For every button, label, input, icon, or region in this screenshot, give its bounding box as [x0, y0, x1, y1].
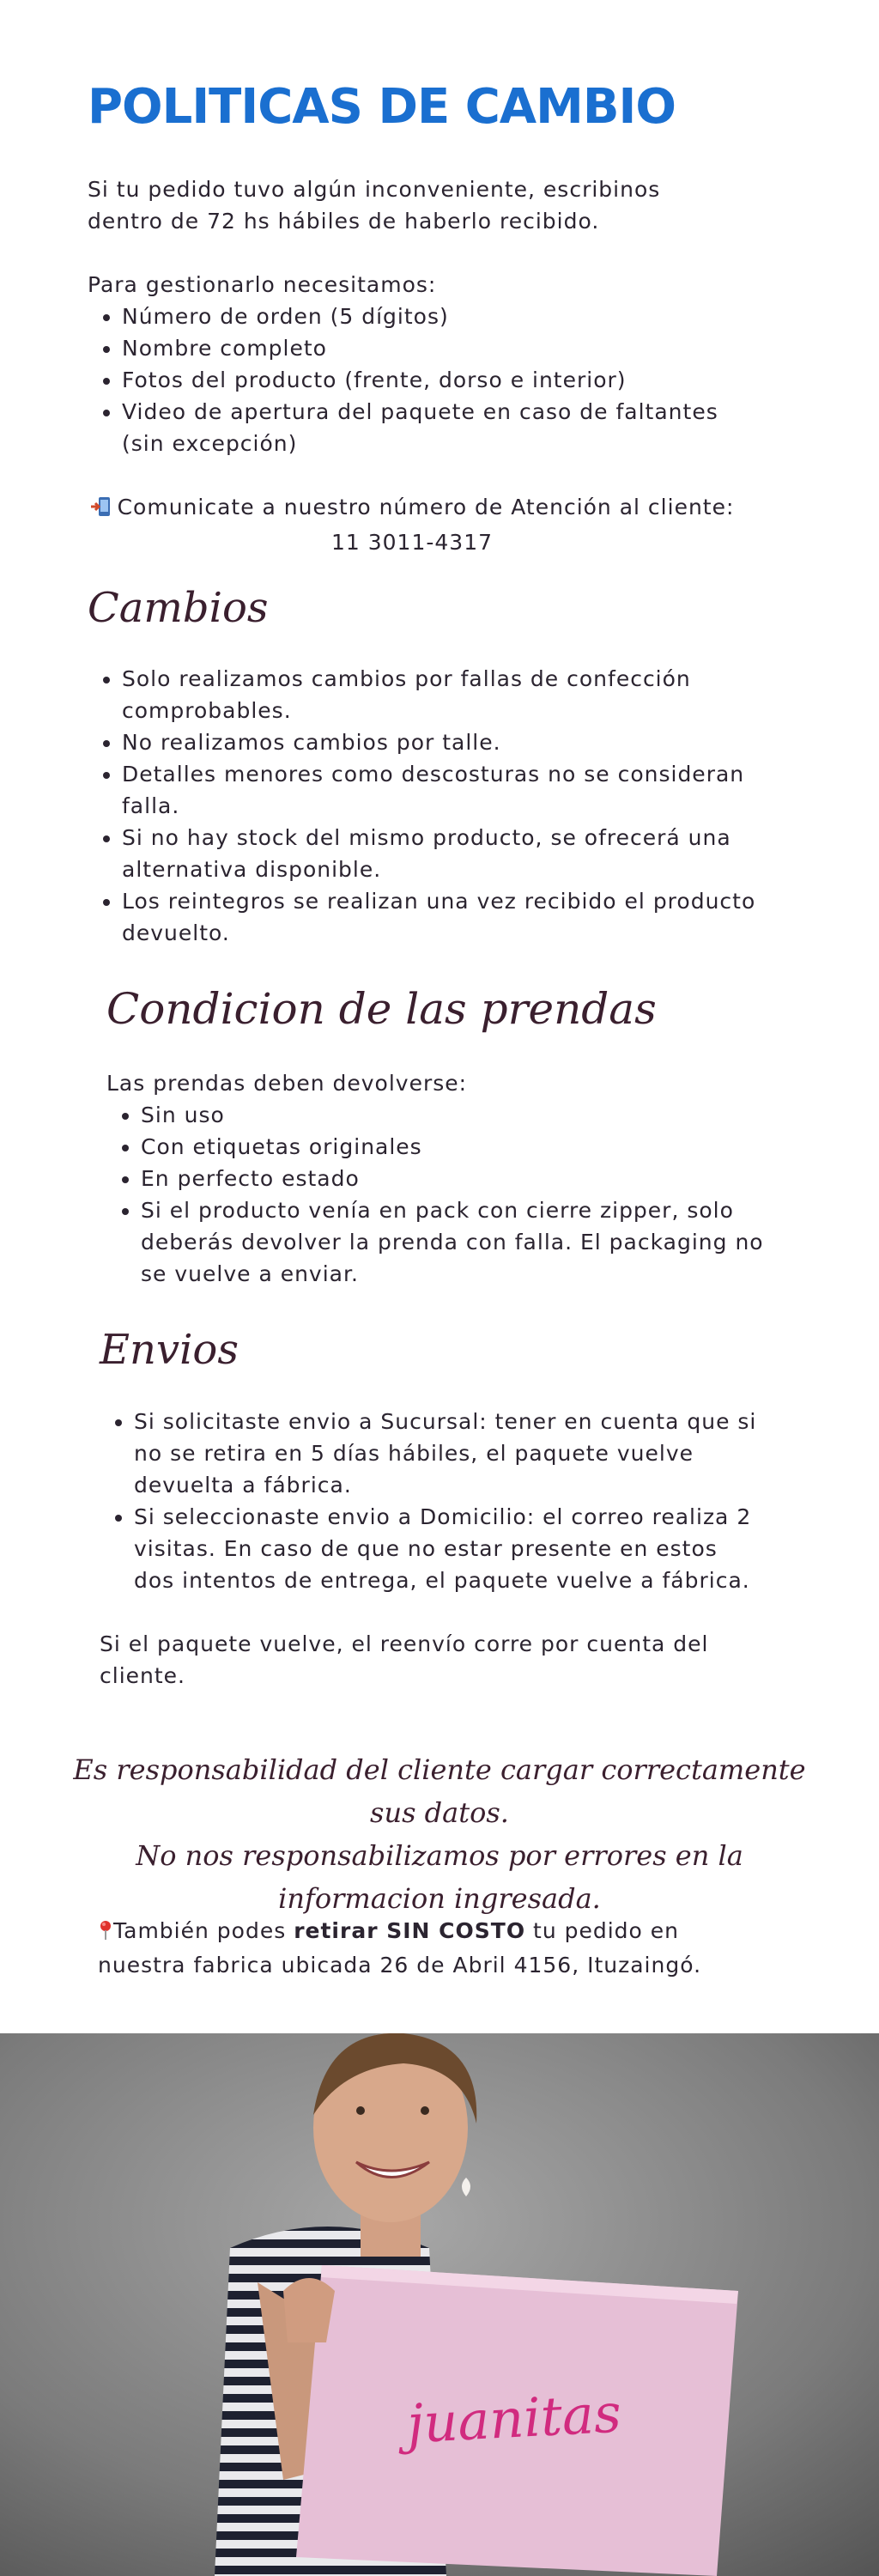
- list-item: • Sin uso: [141, 1099, 776, 1131]
- list-item: • Si no hay stock del mismo producto, se ofrecerá una alternativa disponible.: [122, 822, 757, 885]
- list-item: • Solo realizamos cambios por fallas de confección comprobables.: [122, 663, 757, 726]
- contact-phone: 11 3011-4317: [330, 530, 494, 555]
- list-item: • Detalles menores como descosturas no se consideran falla.: [122, 758, 757, 822]
- pickup-note: [98, 1915, 767, 1981]
- list-item: • Nombre completo: [122, 332, 740, 364]
- list-item: • En perfecto estado: [141, 1163, 776, 1194]
- contact-block: [86, 491, 738, 558]
- list-item: • Si solicitaste envio a Sucursal: tener en cuenta que si no se retira en 5 días hábiles, el paquete vuelve devuelta a fábrica.: [134, 1406, 761, 1501]
- pickup-pre: También podes: [113, 1918, 294, 1943]
- pickup-post: tu pedido en nuestra fabrica ubicada 26 de Abril 4156, Ituzaingó.: [98, 1918, 702, 1978]
- list-item: • Si el producto venía en pack con cierre zipper, solo deberás devolver la prenda con falla. El packaging no se vuelve a enviar.: [141, 1194, 776, 1290]
- cambios-heading: Cambios: [88, 584, 269, 632]
- intro-text: Si tu pedido tuvo algún inconveniente, escribinos dentro de 72 hs hábiles de haberlo recibido.: [88, 177, 661, 234]
- page-title: POLITICAS DE CAMBIO: [88, 79, 676, 135]
- box-logo-text: juanitas: [405, 2381, 623, 2456]
- condicion-list: [106, 1099, 776, 1290]
- phone-arrow-icon: [90, 495, 112, 526]
- list-item: • Con etiquetas originales: [141, 1131, 776, 1163]
- list-item: • Número de orden (5 dígitos): [122, 301, 740, 332]
- product-photo: [0, 2033, 879, 2576]
- pickup-bold: retirar SIN COSTO: [294, 1918, 526, 1943]
- responsibility-line-2: No nos responsabilizamos por errores en la informacion ingresada.: [136, 1839, 743, 1915]
- responsibility-line-1: Es responsabilidad del cliente cargar correctamente sus datos.: [73, 1753, 806, 1829]
- cambios-list: [88, 663, 757, 949]
- envios-heading: Envios: [100, 1326, 239, 1374]
- intro-list: [88, 301, 740, 459]
- condicion-heading: Condicion de las prendas: [106, 984, 657, 1034]
- responsibility-note: [69, 1748, 810, 1920]
- location-pin-icon: [98, 1917, 113, 1949]
- photo-illustration: [0, 2033, 879, 2576]
- envios-note: Si el paquete vuelve, el reenvío corre por cuenta del cliente.: [100, 1631, 709, 1688]
- intro-need-title: Para gestionarlo necesitamos:: [88, 272, 437, 297]
- list-item: • Fotos del producto (frente, dorso e interior): [122, 364, 740, 396]
- list-item: • Video de apertura del paquete en caso de faltantes (sin excepción): [122, 396, 740, 459]
- contact-line: Comunicate a nuestro número de Atención al cliente:: [117, 495, 735, 519]
- list-item: • Los reintegros se realizan una vez recibido el producto devuelto.: [122, 885, 757, 949]
- condicion-intro: Las prendas deben devolverse:: [106, 1071, 468, 1096]
- list-item: • Si seleccionaste envio a Domicilio: el correo realiza 2 visitas. En caso de que no estar presente en estos dos intentos de entrega, el paquete vuelve a fábrica.: [134, 1501, 761, 1596]
- list-item: • No realizamos cambios por talle.: [122, 726, 757, 758]
- envios-list: [100, 1406, 761, 1596]
